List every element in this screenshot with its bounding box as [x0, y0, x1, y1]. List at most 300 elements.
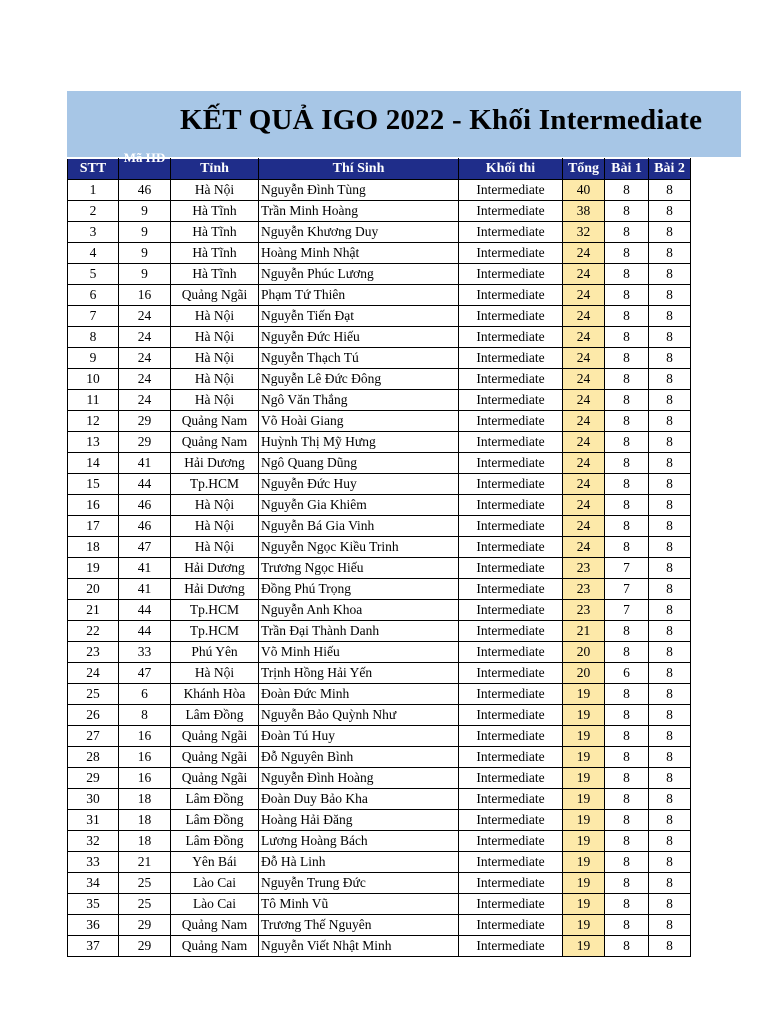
table-row: [68, 222, 691, 243]
cell-bai-1: 8: [605, 390, 649, 411]
cell-khoi-thi: Intermediate: [459, 243, 563, 264]
cell-bai-1: 8: [605, 369, 649, 390]
cell-ma-hd: 29: [119, 432, 171, 453]
cell-ma-hd: 25: [119, 873, 171, 894]
cell-bai-2: 8: [649, 369, 691, 390]
cell-bai-1: 8: [605, 243, 649, 264]
cell-bai-2: 8: [649, 285, 691, 306]
cell-ma-hd: 44: [119, 600, 171, 621]
cell-tong: 23: [563, 600, 605, 621]
cell-tong: 19: [563, 726, 605, 747]
table-row: [68, 663, 691, 684]
cell-tong: 23: [563, 579, 605, 600]
cell-stt: 26: [68, 705, 119, 726]
cell-bai-2: 8: [649, 180, 691, 201]
header-stt: STT: [68, 159, 119, 180]
cell-tong: 24: [563, 390, 605, 411]
table-row: [68, 264, 691, 285]
cell-khoi-thi: Intermediate: [459, 579, 563, 600]
cell-thi-sinh: Nguyễn Thạch Tú: [259, 348, 459, 369]
cell-bai-1: 8: [605, 180, 649, 201]
cell-tong: 24: [563, 327, 605, 348]
cell-stt: 19: [68, 558, 119, 579]
cell-bai-1: 8: [605, 264, 649, 285]
cell-thi-sinh: Huỳnh Thị Mỹ Hưng: [259, 432, 459, 453]
cell-bai-2: 8: [649, 579, 691, 600]
cell-bai-2: 8: [649, 243, 691, 264]
cell-bai-2: 8: [649, 747, 691, 768]
cell-khoi-thi: Intermediate: [459, 789, 563, 810]
cell-khoi-thi: Intermediate: [459, 873, 563, 894]
cell-bai-2: 8: [649, 474, 691, 495]
table-row: [68, 684, 691, 705]
cell-ma-hd: 9: [119, 201, 171, 222]
cell-khoi-thi: Intermediate: [459, 264, 563, 285]
cell-thi-sinh: Đồng Phú Trọng: [259, 579, 459, 600]
cell-ma-hd: 9: [119, 264, 171, 285]
cell-bai-1: 8: [605, 936, 649, 957]
table-row: [68, 705, 691, 726]
cell-tong: 19: [563, 789, 605, 810]
cell-thi-sinh: Ngô Quang Dũng: [259, 453, 459, 474]
cell-tinh: Hà Nội: [171, 306, 259, 327]
cell-bai-1: 7: [605, 558, 649, 579]
table-row: [68, 726, 691, 747]
cell-tinh: Hà Tĩnh: [171, 222, 259, 243]
cell-bai-1: 8: [605, 642, 649, 663]
cell-khoi-thi: Intermediate: [459, 495, 563, 516]
cell-thi-sinh: Lương Hoàng Bách: [259, 831, 459, 852]
cell-tong: 24: [563, 453, 605, 474]
cell-tinh: Hà Nội: [171, 369, 259, 390]
cell-tinh: Hải Dương: [171, 579, 259, 600]
cell-thi-sinh: Tô Minh Vũ: [259, 894, 459, 915]
cell-stt: 13: [68, 432, 119, 453]
cell-tinh: Tp.HCM: [171, 621, 259, 642]
cell-ma-hd: 46: [119, 180, 171, 201]
cell-bai-1: 8: [605, 348, 649, 369]
cell-bai-1: 8: [605, 831, 649, 852]
cell-tinh: Lâm Đồng: [171, 705, 259, 726]
cell-bai-1: 8: [605, 537, 649, 558]
cell-tong: 20: [563, 642, 605, 663]
cell-thi-sinh: Đỗ Hà Linh: [259, 852, 459, 873]
cell-ma-hd: 44: [119, 474, 171, 495]
cell-ma-hd: 33: [119, 642, 171, 663]
cell-bai-2: 8: [649, 705, 691, 726]
cell-stt: 21: [68, 600, 119, 621]
table-row: [68, 243, 691, 264]
cell-ma-hd: 46: [119, 495, 171, 516]
cell-thi-sinh: Nguyễn Lê Đức Đông: [259, 369, 459, 390]
cell-bai-1: 8: [605, 516, 649, 537]
cell-stt: 9: [68, 348, 119, 369]
cell-ma-hd: 18: [119, 789, 171, 810]
cell-tinh: Quảng Nam: [171, 432, 259, 453]
cell-thi-sinh: Nguyễn Đình Hoàng: [259, 768, 459, 789]
cell-bai-2: 8: [649, 327, 691, 348]
cell-khoi-thi: Intermediate: [459, 894, 563, 915]
cell-bai-1: 8: [605, 873, 649, 894]
cell-bai-1: 8: [605, 306, 649, 327]
cell-stt: 4: [68, 243, 119, 264]
cell-tong: 24: [563, 348, 605, 369]
cell-thi-sinh: Đoàn Đức Minh: [259, 684, 459, 705]
cell-ma-hd: 47: [119, 663, 171, 684]
table-row: [68, 747, 691, 768]
cell-tinh: Hải Dương: [171, 558, 259, 579]
header-bai-2: Bài 2: [649, 159, 691, 180]
header-khoi-thi: Khối thi: [459, 159, 563, 180]
cell-tong: 24: [563, 369, 605, 390]
cell-khoi-thi: Intermediate: [459, 516, 563, 537]
cell-bai-2: 8: [649, 894, 691, 915]
cell-khoi-thi: Intermediate: [459, 411, 563, 432]
cell-bai-2: 8: [649, 621, 691, 642]
cell-bai-2: 8: [649, 558, 691, 579]
table-row: [68, 180, 691, 201]
cell-bai-2: 8: [649, 222, 691, 243]
cell-ma-hd: 16: [119, 768, 171, 789]
cell-thi-sinh: Trần Đại Thành Danh: [259, 621, 459, 642]
cell-tong: 24: [563, 537, 605, 558]
header-thi-sinh: Thí Sinh: [259, 159, 459, 180]
cell-thi-sinh: Trần Minh Hoàng: [259, 201, 459, 222]
cell-stt: 35: [68, 894, 119, 915]
table-row: [68, 642, 691, 663]
table-row: [68, 831, 691, 852]
table-row: [68, 348, 691, 369]
cell-ma-hd: 9: [119, 243, 171, 264]
table-row: [68, 789, 691, 810]
cell-bai-1: 8: [605, 705, 649, 726]
cell-tinh: Hà Tĩnh: [171, 243, 259, 264]
cell-stt: 3: [68, 222, 119, 243]
cell-stt: 7: [68, 306, 119, 327]
cell-bai-1: 8: [605, 915, 649, 936]
table-row: [68, 810, 691, 831]
cell-bai-2: 8: [649, 642, 691, 663]
cell-bai-2: 8: [649, 684, 691, 705]
cell-bai-1: 6: [605, 663, 649, 684]
cell-bai-1: 7: [605, 600, 649, 621]
cell-bai-1: 8: [605, 726, 649, 747]
cell-ma-hd: 16: [119, 285, 171, 306]
cell-bai-2: 8: [649, 789, 691, 810]
cell-stt: 29: [68, 768, 119, 789]
cell-ma-hd: 18: [119, 831, 171, 852]
table-row: [68, 306, 691, 327]
cell-khoi-thi: Intermediate: [459, 306, 563, 327]
cell-bai-2: 8: [649, 306, 691, 327]
cell-khoi-thi: Intermediate: [459, 369, 563, 390]
cell-thi-sinh: Hoàng Hải Đăng: [259, 810, 459, 831]
page-title: KẾT QUẢ IGO 2022 - Khối Intermediate: [180, 104, 703, 136]
cell-ma-hd: 24: [119, 390, 171, 411]
cell-khoi-thi: Intermediate: [459, 852, 563, 873]
table-row: [68, 432, 691, 453]
table-row: [68, 768, 691, 789]
header-bai-1: Bài 1: [605, 159, 649, 180]
cell-ma-hd: 6: [119, 684, 171, 705]
cell-khoi-thi: Intermediate: [459, 327, 563, 348]
cell-tong: 19: [563, 852, 605, 873]
cell-tinh: Yên Bái: [171, 852, 259, 873]
header-ma-hd: [119, 150, 171, 180]
cell-stt: 1: [68, 180, 119, 201]
cell-bai-1: 8: [605, 474, 649, 495]
cell-bai-1: 8: [605, 201, 649, 222]
cell-bai-1: 8: [605, 894, 649, 915]
table-row: [68, 453, 691, 474]
table-row: [68, 327, 691, 348]
cell-thi-sinh: Hoàng Minh Nhật: [259, 243, 459, 264]
header-ma-hd-label: Mã HĐ: [123, 150, 166, 165]
cell-stt: 15: [68, 474, 119, 495]
cell-tinh: Quảng Ngãi: [171, 726, 259, 747]
cell-bai-2: 8: [649, 495, 691, 516]
cell-thi-sinh: Nguyễn Trung Đức: [259, 873, 459, 894]
cell-bai-1: 8: [605, 810, 649, 831]
table-row: [68, 600, 691, 621]
cell-ma-hd: 29: [119, 411, 171, 432]
table-row: [68, 537, 691, 558]
table-row: [68, 516, 691, 537]
cell-bai-2: 8: [649, 264, 691, 285]
cell-thi-sinh: Nguyễn Đức Huy: [259, 474, 459, 495]
cell-bai-1: 8: [605, 621, 649, 642]
cell-khoi-thi: Intermediate: [459, 600, 563, 621]
cell-tong: 19: [563, 684, 605, 705]
cell-stt: 17: [68, 516, 119, 537]
cell-tinh: Hà Tĩnh: [171, 201, 259, 222]
cell-stt: 2: [68, 201, 119, 222]
table-row: [68, 558, 691, 579]
cell-thi-sinh: Trịnh Hồng Hải Yến: [259, 663, 459, 684]
cell-tong: 24: [563, 264, 605, 285]
cell-tinh: Lào Cai: [171, 894, 259, 915]
cell-khoi-thi: Intermediate: [459, 621, 563, 642]
cell-thi-sinh: Nguyễn Đức Hiếu: [259, 327, 459, 348]
cell-tinh: Hà Tĩnh: [171, 264, 259, 285]
header-row: [68, 159, 691, 180]
cell-stt: 36: [68, 915, 119, 936]
cell-thi-sinh: Nguyễn Bảo Quỳnh Như: [259, 705, 459, 726]
cell-stt: 5: [68, 264, 119, 285]
cell-tinh: Lâm Đồng: [171, 831, 259, 852]
cell-bai-2: 8: [649, 411, 691, 432]
cell-tinh: Hà Nội: [171, 327, 259, 348]
cell-tong: 38: [563, 201, 605, 222]
cell-tinh: Hà Nội: [171, 537, 259, 558]
cell-thi-sinh: Phạm Tứ Thiên: [259, 285, 459, 306]
cell-khoi-thi: Intermediate: [459, 453, 563, 474]
cell-ma-hd: 29: [119, 936, 171, 957]
cell-stt: 31: [68, 810, 119, 831]
cell-bai-2: 8: [649, 852, 691, 873]
cell-stt: 33: [68, 852, 119, 873]
cell-tinh: Quảng Ngãi: [171, 768, 259, 789]
cell-ma-hd: 21: [119, 852, 171, 873]
cell-tong: 24: [563, 474, 605, 495]
cell-bai-2: 8: [649, 936, 691, 957]
cell-stt: 34: [68, 873, 119, 894]
cell-bai-2: 8: [649, 348, 691, 369]
cell-ma-hd: 8: [119, 705, 171, 726]
cell-bai-2: 8: [649, 768, 691, 789]
table-row: [68, 201, 691, 222]
cell-stt: 8: [68, 327, 119, 348]
cell-ma-hd: 44: [119, 621, 171, 642]
cell-bai-1: 8: [605, 768, 649, 789]
title-band: [67, 91, 741, 157]
cell-thi-sinh: Võ Minh Hiếu: [259, 642, 459, 663]
cell-tong: 20: [563, 663, 605, 684]
cell-ma-hd: 16: [119, 747, 171, 768]
table-row: [68, 495, 691, 516]
table-row: [68, 390, 691, 411]
cell-ma-hd: 41: [119, 579, 171, 600]
cell-tong: 19: [563, 768, 605, 789]
cell-tinh: Quảng Ngãi: [171, 285, 259, 306]
cell-thi-sinh: Nguyễn Gia Khiêm: [259, 495, 459, 516]
cell-tinh: Quảng Nam: [171, 936, 259, 957]
cell-thi-sinh: Đoàn Duy Bảo Kha: [259, 789, 459, 810]
table-row: [68, 285, 691, 306]
cell-khoi-thi: Intermediate: [459, 180, 563, 201]
cell-tong: 24: [563, 306, 605, 327]
table-row: [68, 915, 691, 936]
cell-tinh: Lâm Đồng: [171, 810, 259, 831]
cell-thi-sinh: Nguyễn Viết Nhật Minh: [259, 936, 459, 957]
table-row: [68, 579, 691, 600]
cell-tinh: Khánh Hòa: [171, 684, 259, 705]
table-row: [68, 894, 691, 915]
cell-khoi-thi: Intermediate: [459, 663, 563, 684]
cell-tong: 24: [563, 285, 605, 306]
cell-thi-sinh: Nguyễn Anh Khoa: [259, 600, 459, 621]
cell-tinh: Lào Cai: [171, 873, 259, 894]
cell-khoi-thi: Intermediate: [459, 705, 563, 726]
cell-khoi-thi: Intermediate: [459, 222, 563, 243]
cell-tong: 21: [563, 621, 605, 642]
cell-thi-sinh: Nguyễn Tiến Đạt: [259, 306, 459, 327]
cell-stt: 27: [68, 726, 119, 747]
cell-thi-sinh: Ngô Văn Thắng: [259, 390, 459, 411]
cell-bai-1: 7: [605, 579, 649, 600]
cell-khoi-thi: Intermediate: [459, 936, 563, 957]
cell-khoi-thi: Intermediate: [459, 285, 563, 306]
cell-bai-2: 8: [649, 432, 691, 453]
header-tong: Tổng: [563, 159, 605, 180]
cell-khoi-thi: Intermediate: [459, 390, 563, 411]
cell-ma-hd: 41: [119, 453, 171, 474]
cell-khoi-thi: Intermediate: [459, 537, 563, 558]
table-row: [68, 474, 691, 495]
cell-stt: 24: [68, 663, 119, 684]
cell-stt: 18: [68, 537, 119, 558]
cell-tong: 19: [563, 894, 605, 915]
cell-tinh: Phú Yên: [171, 642, 259, 663]
cell-bai-1: 8: [605, 747, 649, 768]
cell-bai-2: 8: [649, 453, 691, 474]
cell-khoi-thi: Intermediate: [459, 915, 563, 936]
cell-bai-2: 8: [649, 726, 691, 747]
cell-thi-sinh: Võ Hoài Giang: [259, 411, 459, 432]
cell-tong: 19: [563, 831, 605, 852]
cell-khoi-thi: Intermediate: [459, 348, 563, 369]
cell-bai-2: 8: [649, 390, 691, 411]
cell-khoi-thi: Intermediate: [459, 684, 563, 705]
cell-ma-hd: 25: [119, 894, 171, 915]
cell-ma-hd: 29: [119, 915, 171, 936]
cell-tinh: Hà Nội: [171, 390, 259, 411]
cell-tinh: Tp.HCM: [171, 600, 259, 621]
cell-bai-2: 8: [649, 516, 691, 537]
cell-tong: 24: [563, 432, 605, 453]
cell-tong: 24: [563, 243, 605, 264]
cell-khoi-thi: Intermediate: [459, 474, 563, 495]
cell-bai-1: 8: [605, 285, 649, 306]
cell-bai-2: 8: [649, 600, 691, 621]
cell-bai-1: 8: [605, 852, 649, 873]
cell-bai-2: 8: [649, 663, 691, 684]
cell-tinh: Tp.HCM: [171, 474, 259, 495]
cell-khoi-thi: Intermediate: [459, 831, 563, 852]
cell-tinh: Quảng Ngãi: [171, 747, 259, 768]
cell-khoi-thi: Intermediate: [459, 747, 563, 768]
cell-ma-hd: 24: [119, 327, 171, 348]
cell-stt: 11: [68, 390, 119, 411]
cell-ma-hd: 9: [119, 222, 171, 243]
cell-bai-2: 8: [649, 831, 691, 852]
table-row: [68, 369, 691, 390]
cell-khoi-thi: Intermediate: [459, 768, 563, 789]
cell-bai-1: 8: [605, 789, 649, 810]
cell-tinh: Hà Nội: [171, 348, 259, 369]
cell-ma-hd: 16: [119, 726, 171, 747]
cell-stt: 14: [68, 453, 119, 474]
cell-stt: 25: [68, 684, 119, 705]
cell-tong: 23: [563, 558, 605, 579]
cell-thi-sinh: Nguyễn Khương Duy: [259, 222, 459, 243]
cell-thi-sinh: Đoàn Tú Huy: [259, 726, 459, 747]
cell-khoi-thi: Intermediate: [459, 201, 563, 222]
cell-stt: 20: [68, 579, 119, 600]
cell-ma-hd: 24: [119, 369, 171, 390]
cell-khoi-thi: Intermediate: [459, 726, 563, 747]
cell-bai-2: 8: [649, 915, 691, 936]
table-row: [68, 873, 691, 894]
cell-stt: 12: [68, 411, 119, 432]
cell-thi-sinh: Nguyễn Ngọc Kiều Trinh: [259, 537, 459, 558]
cell-tong: 19: [563, 936, 605, 957]
cell-tinh: Hà Nội: [171, 180, 259, 201]
cell-ma-hd: 24: [119, 348, 171, 369]
header-tinh: Tỉnh: [171, 159, 259, 180]
cell-stt: 16: [68, 495, 119, 516]
cell-tong: 19: [563, 915, 605, 936]
cell-ma-hd: 18: [119, 810, 171, 831]
cell-ma-hd: 24: [119, 306, 171, 327]
cell-bai-2: 8: [649, 810, 691, 831]
cell-khoi-thi: Intermediate: [459, 558, 563, 579]
cell-thi-sinh: Nguyễn Phúc Lương: [259, 264, 459, 285]
cell-tong: 19: [563, 810, 605, 831]
table-row: [68, 852, 691, 873]
cell-bai-1: 8: [605, 411, 649, 432]
cell-bai-1: 8: [605, 495, 649, 516]
